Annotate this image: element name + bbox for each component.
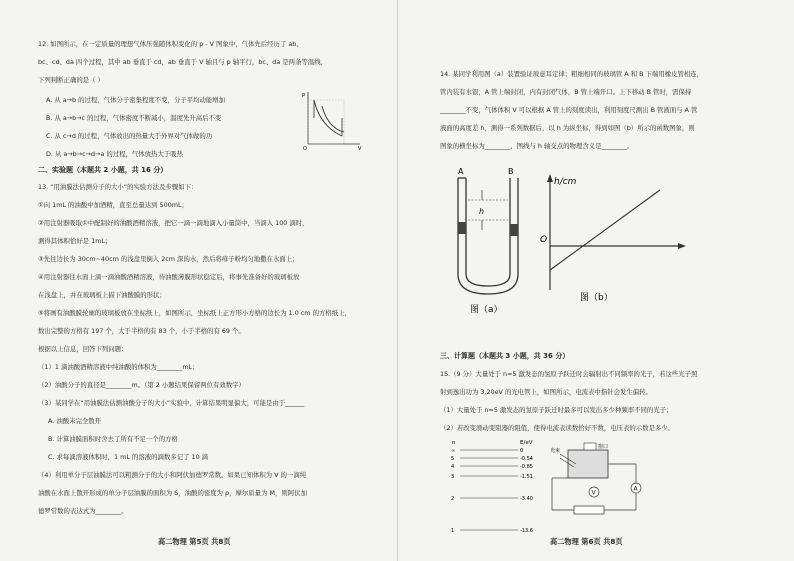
graph-origin: O bbox=[303, 146, 307, 150]
q12-pv-graph bbox=[302, 88, 364, 150]
graph-p-label: p bbox=[302, 92, 306, 98]
ammeter-label: A bbox=[633, 485, 638, 493]
height-label: h bbox=[479, 207, 485, 216]
q12-option-b: B. 从 a→b→c 的过程，气体密度不断减小，温度先升高后不变 bbox=[46, 114, 222, 122]
tube-a-label: A bbox=[458, 167, 464, 176]
q13-sub3-b: B. 计算油膜面积时舍去了所有不足一个的方格 bbox=[48, 435, 178, 443]
q13-step5a: ⑤将画有油酸膜轮廓的玻璃板放在坐标纸上，如图所示，坐标纸上正方形小方格的边长为 1.0 cm 的方格纸上， bbox=[38, 309, 351, 317]
q12-stem-line2: bc、cd、da 四个过程，其中 ab 垂直于 cd，ab 垂直于 V 轴且与 p 轴平行，bc、da 是两条等温线， bbox=[38, 58, 328, 66]
energy-level-n: 2 bbox=[451, 496, 455, 502]
q13-sub4a: （4）利用单分子层油膜法可以粗测分子的大小和阿伏加德罗常数。如果已知体积为 V 的一滴纯 bbox=[38, 471, 307, 479]
section3-heading: 三、计算题（本题共 3 小题，共 36 分） bbox=[440, 352, 570, 360]
energy-level-e: -0.85 bbox=[520, 464, 533, 470]
voltmeter-label: V bbox=[591, 489, 596, 497]
energy-level-n: 5 bbox=[451, 456, 455, 462]
q13-stem: 13. “用油膜法估测分子的大小”的实验方法及步骤如下： bbox=[38, 183, 198, 191]
q13-sub3-c: C. 求每滴溶液体积时，1 mL 的溶液的滴数多记了 10 滴 bbox=[48, 453, 209, 461]
q13-prompt: 根据以上信息，回答下列问题： bbox=[38, 345, 128, 353]
energy-level-n: ∞ bbox=[451, 448, 456, 454]
q14-line1: 14. 某同学利用图（a）装置验证玻意耳定律；粗细相同的玻璃管 A 和 B 下端用橡皮管相连， bbox=[440, 70, 704, 78]
q13-sub4c: 德罗常数的表达式为________。 bbox=[38, 507, 128, 515]
graph-b-origin: O bbox=[540, 235, 548, 245]
energy-level-n: 1 bbox=[451, 528, 455, 534]
q13-sub2: （2）油酸分子的直径是________m。（第 2 小题结果保留两位有效数字） bbox=[38, 381, 245, 389]
energy-level-diagram bbox=[448, 436, 548, 536]
q13-step4b: 在浅盘上，并在玻璃板上描下油酸膜的形状； bbox=[38, 291, 166, 299]
figure-a-u-tube bbox=[450, 162, 530, 317]
level-e-header: E/eV bbox=[520, 440, 533, 446]
energy-level-e: 0 bbox=[520, 448, 524, 454]
q12-option-d: D. 从 a→b→c→d→a 的过程，气体放热大于吸热 bbox=[46, 150, 184, 158]
figure-b-graph bbox=[540, 170, 690, 315]
section2-heading: 二、实验题（本题共 2 小题，共 16 分） bbox=[38, 166, 168, 174]
energy-level-n: 3 bbox=[451, 474, 455, 480]
q15-line2: 射到逸出功为 3.20eV 的光电管上，如图所示，电流表中指针会发生偏转。 bbox=[440, 388, 652, 396]
energy-level-e: -3.40 bbox=[520, 496, 533, 502]
q12-stem-line3: 下列判断正确的是（ ） bbox=[38, 76, 104, 84]
energy-level-n: 4 bbox=[451, 464, 455, 470]
q13-step2b: 测得其体积恰好是 1mL； bbox=[38, 237, 112, 245]
q12-stem-line1: 12. 如图所示，在一定质量的理想气体压强随体积变化的 p - V 图象中，气体先后经历了 ab、 bbox=[38, 40, 303, 48]
q15-line4: （2）若改变滑动变阻器的阻值，使得电流表读数恰好不数，电压表的示数是多少。 bbox=[440, 424, 675, 432]
q14-line4: 液面的高度差 h，测得一系列数据后，以 h 为纵坐标，得到如图（b）所示的函数图象，则 bbox=[440, 124, 695, 132]
energy-level-e: -0.54 bbox=[520, 456, 533, 462]
figure-a-caption: 图（a） bbox=[470, 305, 503, 315]
window-label: 窗口 bbox=[598, 444, 609, 450]
q13-step1: ①向 1mL 的油酸中加酒精，直至总量达到 500mL； bbox=[38, 201, 188, 209]
q13-sub3-a: A. 油酸未完全散开 bbox=[48, 417, 102, 425]
photocell-circuit bbox=[546, 440, 646, 522]
energy-levels bbox=[451, 448, 533, 534]
energy-level-e: -1.51 bbox=[520, 474, 533, 480]
q13-sub3: （3）某同学在“用油膜法估测油酸分子的大小”实验中，计算结果明显偏大，可能是由于______ bbox=[38, 399, 305, 407]
q14-line3: ________不变，气体体积 V 可以根据 A 管上的刻度读出，利用刻度尺测出 B 管液面与 A 管 bbox=[440, 106, 698, 114]
left-footer: 高二物理 第5页 共8页 bbox=[158, 537, 231, 546]
right-page bbox=[397, 0, 794, 561]
q13-sub1: （1）1 滴油酸酒精溶液中纯油酸的体积为________mL； bbox=[38, 363, 199, 371]
q13-sub4b: 油酸在水面上散开形成的单分子层油膜的面积为 S，油酸的密度为 ρ，摩尔质量为 M，则阿伏加 bbox=[38, 489, 307, 497]
q12-option-c: C. 从 c→d 的过程，气体放出的热量大于外界对气体做的功 bbox=[46, 132, 213, 140]
q13-step2a: ②用注射器吸取①中配制好的油酸酒精溶液，把它一滴一滴地滴入小量筒中，当滴入 100 滴时， bbox=[38, 219, 309, 227]
q13-step3: ③先往边长为 30cm~40cm 的浅盘里倒入 2cm 深的水，然后将痱子粉均匀地撒在水面上； bbox=[38, 255, 299, 263]
level-n-header: n bbox=[452, 440, 456, 446]
q12-option-a: A. 从 a→b 的过程，气体分子密集程度不变，分子平均动能增加 bbox=[46, 96, 226, 104]
q14-line5: 图象的横坐标为________，图线与 h 轴交点的物理含义是________。 bbox=[440, 142, 634, 150]
figure-b-caption: 图（b） bbox=[580, 293, 613, 303]
q13-step4a: ④用注射器往水面上滴一滴油酸酒精溶液，待油酸薄膜形状稳定后，将事先准备好的玻璃板放 bbox=[38, 273, 300, 281]
tube-b-label: B bbox=[508, 167, 514, 176]
graph-b-yaxis: h/cm bbox=[554, 177, 577, 187]
q14-line2: 管内装有水银，A 管上端封闭，内有封闭气体，B 管上端开口。上下移动 B 管时，需保持 bbox=[440, 88, 692, 96]
graph-v-label: V bbox=[358, 146, 362, 150]
q15-line3: （1）大量处于 n=5 激发态的氢原子跃迁时最多可以发出多少种频率不同的光子； bbox=[440, 406, 673, 414]
energy-level-e: -13.6 bbox=[520, 528, 533, 534]
light-label: 光束 bbox=[550, 448, 561, 454]
right-footer: 高二物理 第6页 共8页 bbox=[550, 537, 623, 546]
q15-line1: 15.（9 分）大量处于 n=5 激发态的氢原子跃迁时会辐射出不同频率的光子，若这些光子照 bbox=[440, 370, 698, 378]
q13-step5b: 数出完整的方格有 197 个，大于半格的有 83 个，小于半格的有 69 个。 bbox=[38, 327, 245, 335]
